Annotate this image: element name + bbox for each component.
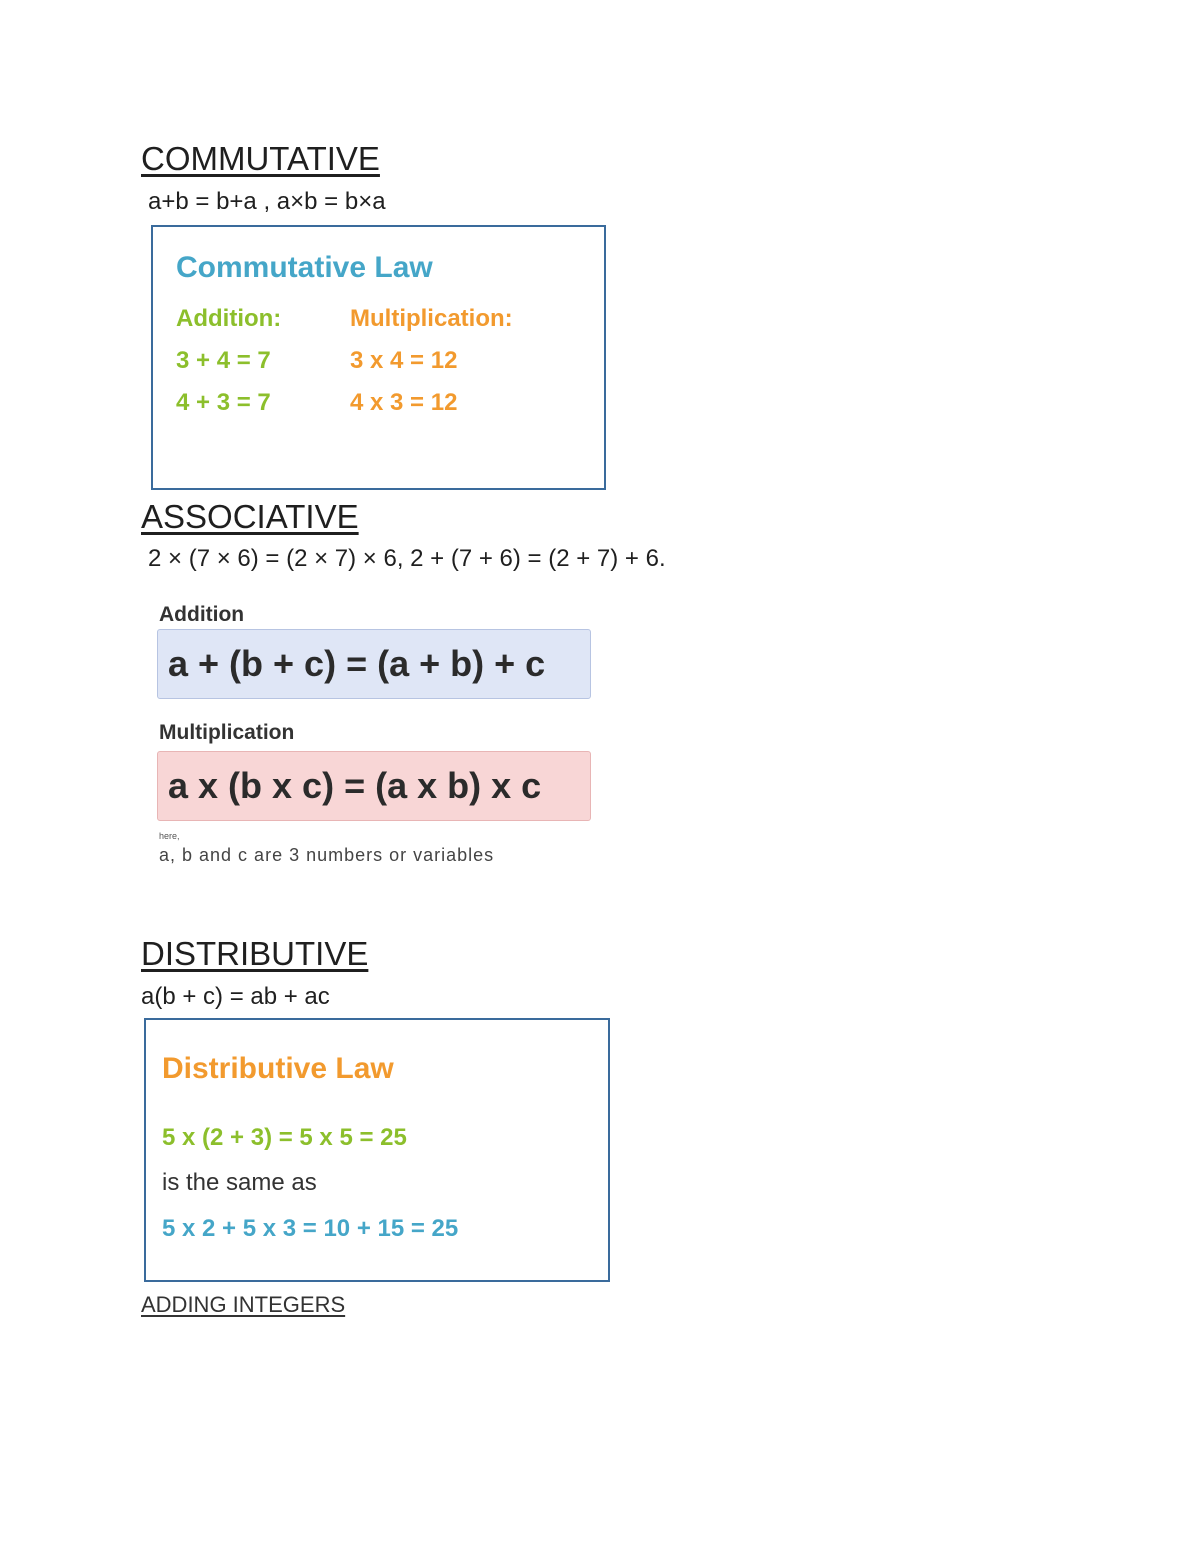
distributive-line-2: is the same as [162, 1169, 317, 1196]
multiplication-line-2: 4 x 3 = 12 [350, 389, 458, 416]
commutative-formula: a+b = b+a , a×b = b×a [148, 188, 386, 215]
associative-multiplication-formula-box [157, 751, 591, 821]
associative-addition-label: Addition [159, 603, 245, 626]
associative-addition-formula: a + (b + c) = (a + b) + c [168, 643, 546, 684]
associative-formula: 2 × (7 × 6) = (2 × 7) × 6, 2 + (7 + 6) = (2 + 7) + 6. [148, 545, 666, 572]
associative-heading: ASSOCIATIVE [141, 498, 359, 535]
multiplication-line-1: 3 x 4 = 12 [350, 347, 458, 374]
distributive-heading: DISTRIBUTIVE [141, 935, 369, 972]
associative-multiplication-label: Multiplication [159, 721, 295, 744]
commutative-law-title: Commutative Law [176, 251, 433, 284]
distributive-line-1: 5 x (2 + 3) = 5 x 5 = 25 [162, 1124, 407, 1151]
addition-label: Addition: [176, 305, 282, 332]
associative-addition-formula-box [157, 629, 591, 699]
associative-note: a, b and c are 3 numbers or variables [159, 845, 495, 865]
multiplication-label: Multiplication: [350, 305, 513, 332]
commutative-heading: COMMUTATIVE [141, 140, 380, 177]
commutative-law-card [151, 225, 606, 490]
distributive-line-3: 5 x 2 + 5 x 3 = 10 + 15 = 25 [162, 1215, 459, 1242]
addition-line-2: 4 + 3 = 7 [176, 389, 271, 416]
adding-integers-heading: ADDING INTEGERS [141, 1292, 346, 1317]
distributive-formula: a(b + c) = ab + ac [141, 983, 330, 1010]
distributive-law-card [144, 1018, 610, 1282]
addition-line-1: 3 + 4 = 7 [176, 347, 271, 374]
distributive-law-title: Distributive Law [162, 1052, 394, 1085]
associative-multiplication-formula: a x (b x c) = (a x b) x c [168, 765, 542, 806]
associative-note-prefix: here, [159, 831, 180, 841]
